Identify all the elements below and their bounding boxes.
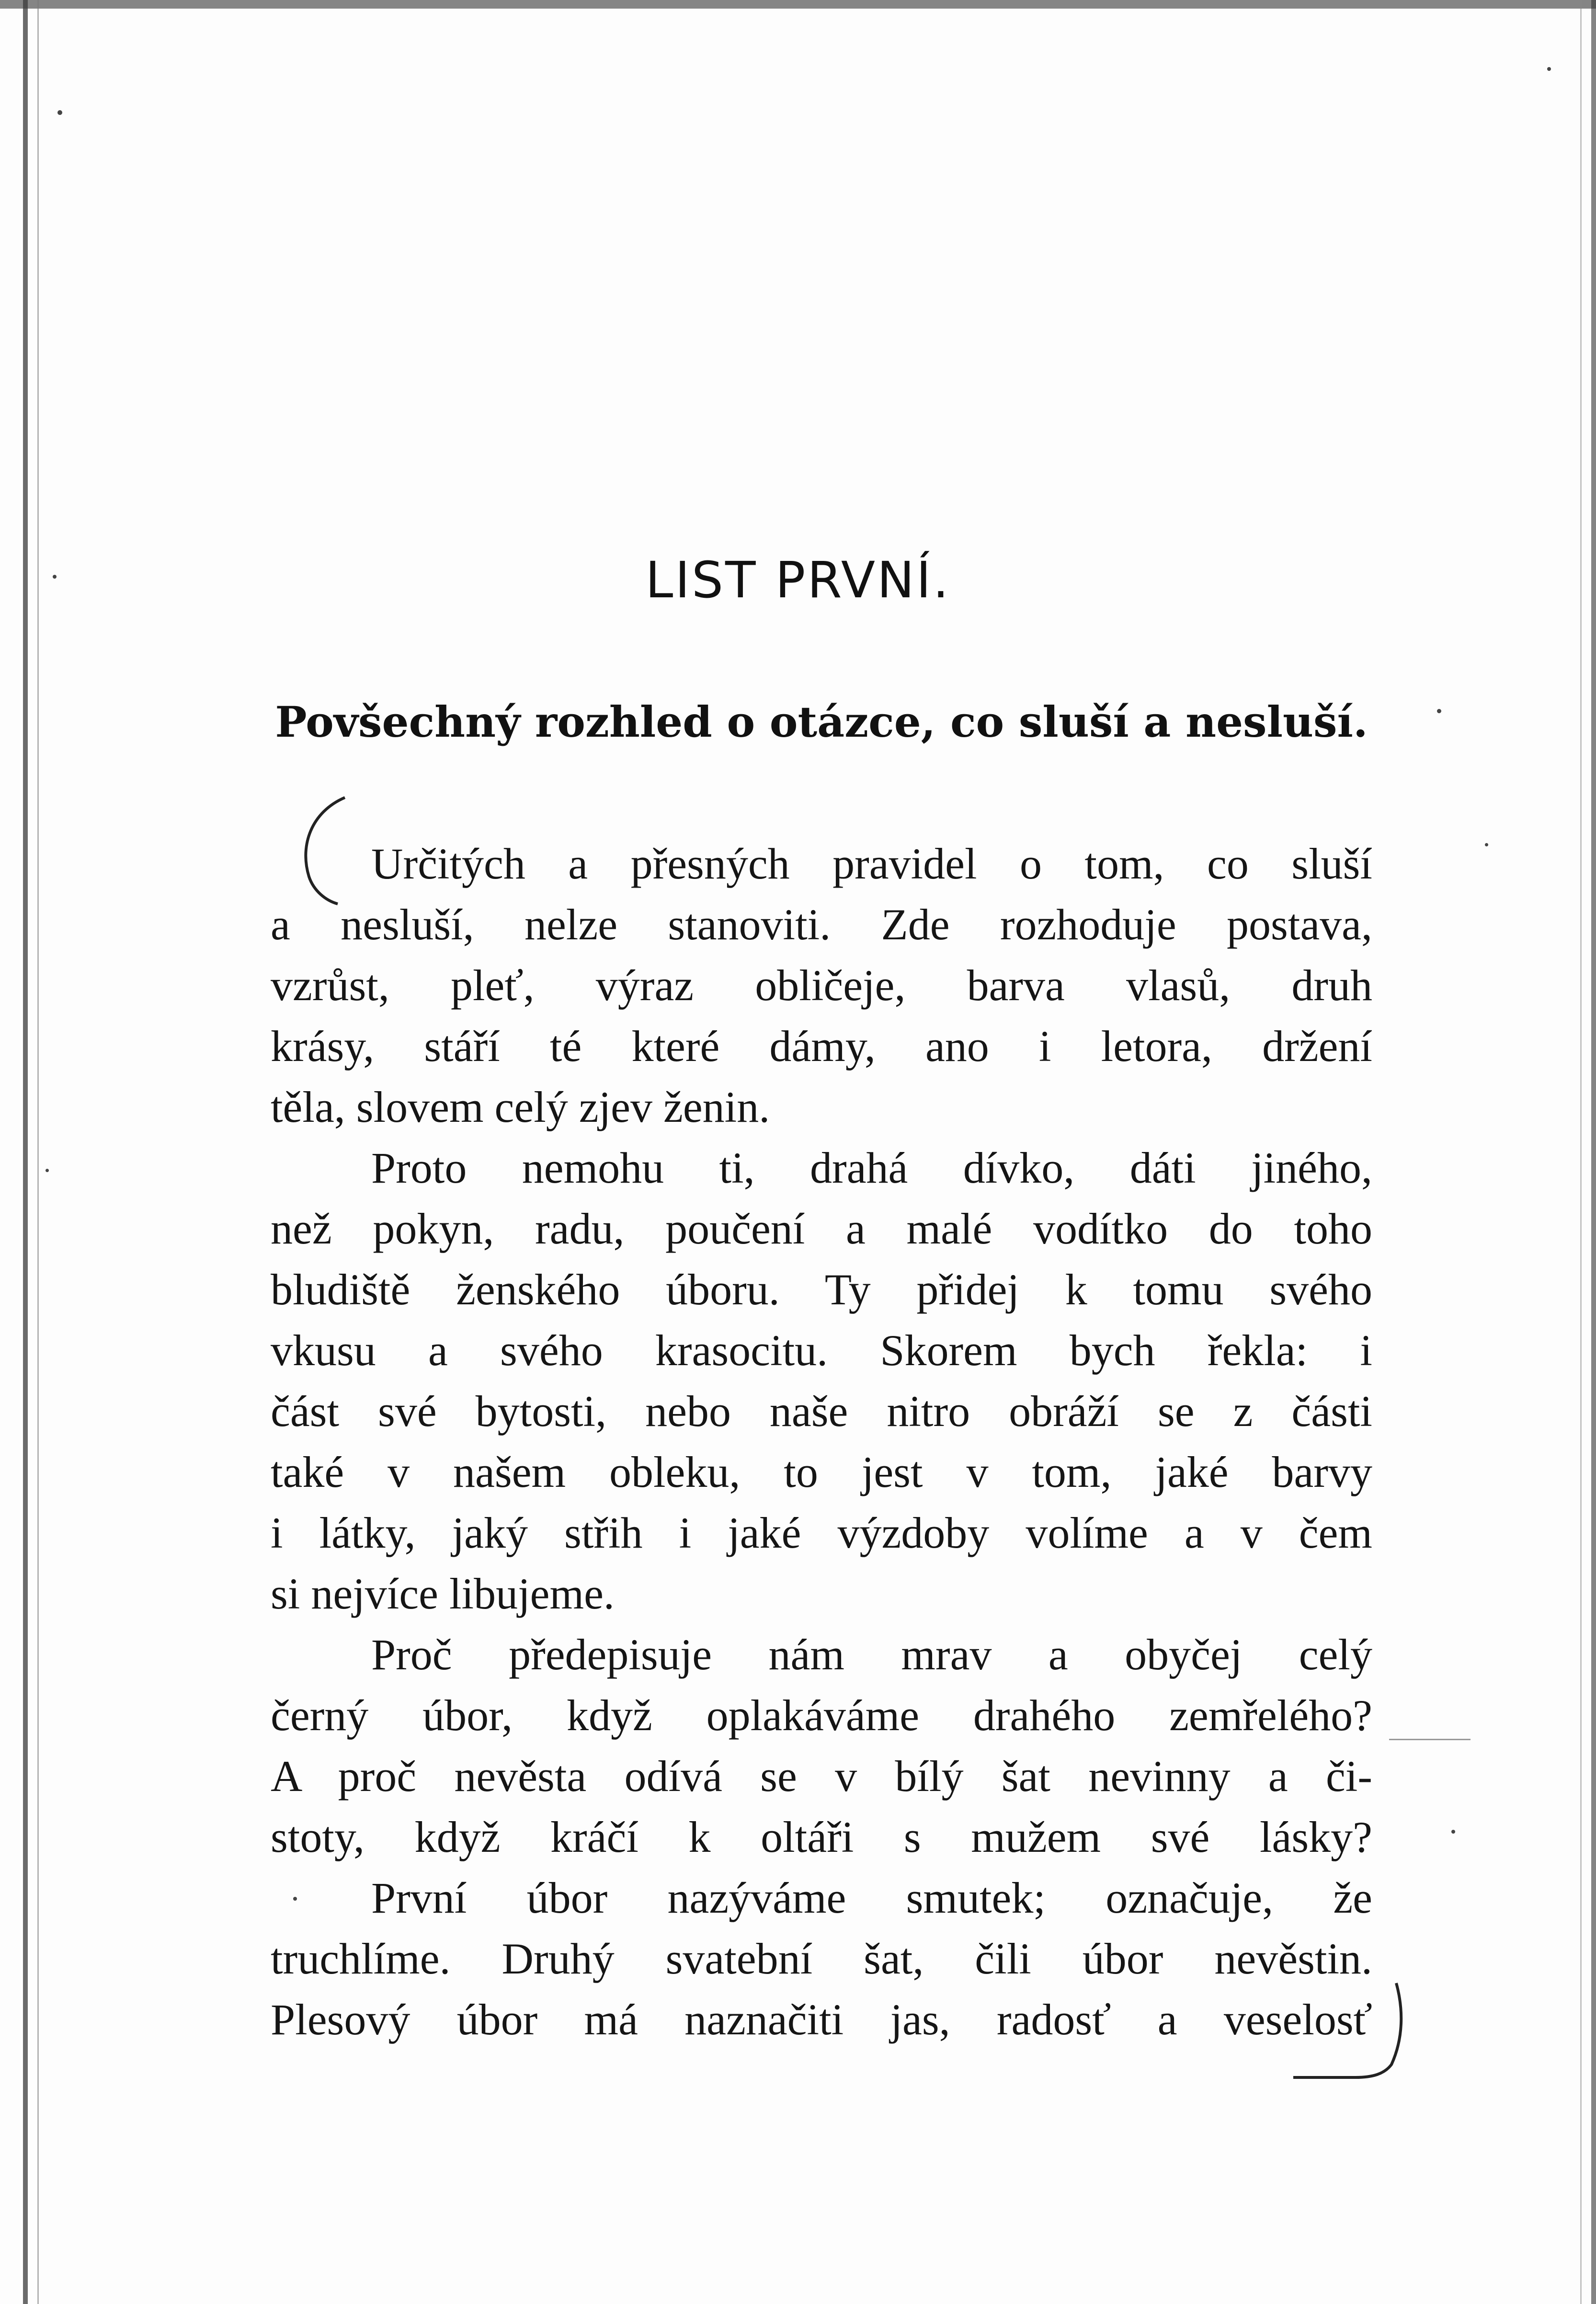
chapter-subheading: Povšechný rozhled o otázce, co sluší a nesluší. (275, 697, 1368, 747)
chapter-heading: LIST PRVNÍ. (645, 551, 951, 609)
binding-edge (23, 0, 28, 2304)
print-speck (1437, 709, 1441, 713)
text-line: těla, slovem celý zjev ženin. (271, 1083, 770, 1131)
print-speck (1485, 843, 1488, 846)
text-line: a nesluší, nelze stanoviti. Zde rozhoduje postava, (271, 900, 1372, 949)
text-line: stoty, když kráčí k oltáři s mužem své lásky? (271, 1813, 1372, 1861)
text-line: si nejvíce libujeme. (271, 1569, 615, 1618)
text-line: krásy, stáří té které dámy, ano i letora, držení (271, 1022, 1372, 1071)
binding-edge-line (37, 0, 39, 2304)
text-line: vzrůst, pleť, výraz obličeje, barva vlasů, druh (271, 961, 1372, 1010)
body-text (271, 833, 1372, 2050)
text-line: také v našem obleku, to jest v tom, jaké barvy (271, 1448, 1372, 1496)
print-speck (1547, 67, 1551, 71)
print-speck (1451, 1830, 1455, 1834)
close-bracket-mark (1288, 1966, 1413, 2091)
text-line: bludiště ženského úboru. Ty přidej k tomu svého (271, 1265, 1372, 1314)
text-line: část své bytosti, nebo naše nitro obráží se z části (271, 1387, 1372, 1436)
page-edge-top (0, 0, 1596, 9)
text-line: Proč předepisuje nám mrav a obyčej celý (371, 1630, 1372, 1679)
text-line: A proč nevěsta odívá se v bílý šat nevinny a či- (271, 1752, 1372, 1801)
text-line: než pokyn, radu, poučení a malé vodítko do toho (271, 1204, 1372, 1253)
page-edge-right-line (1580, 0, 1582, 2304)
pencil-mark (1389, 1739, 1471, 1740)
print-speck (57, 110, 62, 115)
text-line: truchlíme. Druhý svatební šat, čili úbor nevěstin. (271, 1934, 1372, 1983)
text-line: vkusu a svého krasocitu. Skorem bych řekla: i (271, 1326, 1372, 1375)
text-line: Určitých a přesných pravidel o tom, co sluší (371, 839, 1372, 888)
text-line: černý úbor, když oplakáváme drahého zemřelého? (271, 1691, 1372, 1740)
print-speck (46, 1169, 49, 1172)
text-line: i látky, jaký střih i jaké výzdoby volíme a v čem (271, 1508, 1372, 1557)
text-line: Plesový úbor má naznačiti jas, radosť a veselosť (271, 1995, 1372, 2044)
page-edge-right (1591, 0, 1596, 2304)
text-line: První úbor nazýváme smutek; označuje, že (371, 1873, 1372, 1922)
text-line: Proto nemohu ti, drahá dívko, dáti jiného, (371, 1143, 1372, 1192)
